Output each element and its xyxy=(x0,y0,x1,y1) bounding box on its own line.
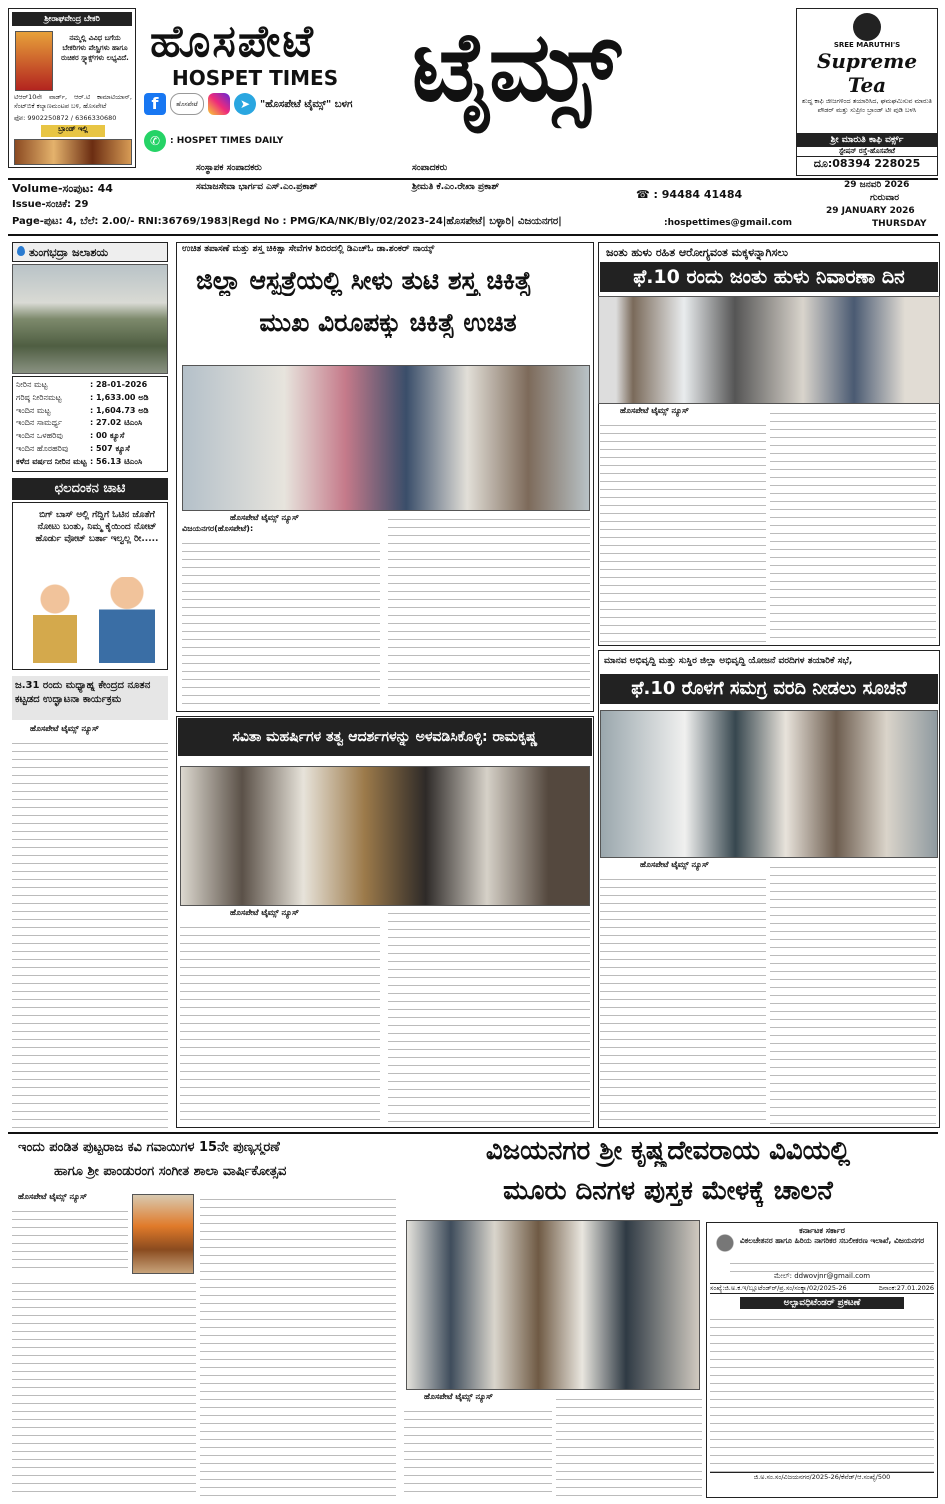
day-kn: ಗುರುವಾರ xyxy=(870,193,900,203)
story2-headline: ಫೆ.10 ರಂದು ಜಂತು ಹುಳು ನಿವಾರಣಾ ದಿನ xyxy=(600,262,938,292)
story4-caption: ಹೊಸಪೇಟೆ ಟೈಮ್ಸ್ ನ್ಯೂಸ್ xyxy=(230,908,299,917)
email[interactable]: :hospettimes@gmail.com xyxy=(664,218,792,228)
whatsapp-row xyxy=(144,130,283,152)
story3-headline: ಫೆ.10 ರೊಳಗೆ ಸಮಗ್ರ ವರದಿ ನೀಡಲು ಸೂಚನೆ xyxy=(600,674,938,704)
dam-row-label: ಇಂದಿನ ಒಳಹರಿವು xyxy=(16,431,63,441)
date-en: 29 JANUARY 2026 xyxy=(826,206,915,216)
masthead-title-english: HOSPET TIMES xyxy=(172,66,339,90)
story1-photo xyxy=(182,365,590,511)
story1-dateline: ವಿಜಯನಗರ(ಹೊಸಪೇಟೆ): xyxy=(182,524,254,533)
logo-icon: ಹೊಸಪೇಟೆ xyxy=(170,93,204,115)
left-story-byline: ಹೊಸಪೇಟೆ ಟೈಮ್ಸ್ ನ್ಯೂಸ್ xyxy=(30,724,99,733)
story5-body-col1 xyxy=(12,1204,128,1274)
story5-body-col2 xyxy=(12,1276,196,1498)
cartoon-text: ಬಿಗ್ ಬಾಸ್ ಅಲ್ಲಿ ಗೆದ್ದಿಗೆ ಓಟಿನ ಜೊತೆಗೆ ನೋಟು ಬಂತು, ನಿಮ್ಮ ಕೈಯಿಂದ ನೋಟ್ ಹೊರ್ಡು ವೋಟ್ ಬರ್ತಾ ಇಲ್ವಲ್ಲ ರೀ..... xyxy=(35,510,159,544)
story6-headline2: ಮೂರು ದಿನಗಳ ಪುಸ್ತಕ ಮೇಳಕ್ಕೆ ಚಾಲನೆ xyxy=(503,1176,833,1206)
tea-logo-icon xyxy=(853,13,881,41)
tender-notice: ಅಲ್ಪಾವಧಿಟೆಂಡರ್ ಪ್ರಕಟಣೆ xyxy=(740,1297,904,1309)
tender-gov: ಕರ್ನಾಟಕ ಸರ್ಕಾರ xyxy=(799,1226,845,1235)
masthead-title-kannada-1: ಹೊಸಪೇಟೆ xyxy=(150,16,315,67)
left-ad-address: ಟಿಆರ್‌10ನೇ ವಾರ್ಡ್, ಆರ್.ಟಿ ಕಾಮಾಟಿಯಾನ್, ಸೆಂಟ್‌ಬಿಕೆ ಕಲ್ಯಾಣಮಂಟಪ ಬಳಿ, ಹೊಸಪೇಟೆ xyxy=(14,93,132,110)
dam-row xyxy=(16,430,164,443)
tender-ref: ಸಂಖ್ಯೆ:ಜಿ.ಅ.ಕ.ಇ/ಬ್ಲೂಟೆಂಡ್‌ರ್/ಪ್ರ.ಸಂ/ಸಂಕ್ಯಾ/02/2025-26 xyxy=(710,1284,847,1292)
story2-body-col2 xyxy=(770,406,936,644)
tender-ref-row xyxy=(710,1283,934,1294)
dam-photo xyxy=(12,264,168,374)
story4-photo xyxy=(180,766,590,906)
editor-name: ಶ್ರೀಮತಿ ಕೆ.ಎಂ.ರೇಖಾ ಪ್ರಕಾಶ್ xyxy=(412,182,500,192)
story1-body-col2 xyxy=(388,512,590,708)
dam-rows xyxy=(16,379,164,469)
whatsapp-icon: ✆ xyxy=(144,130,166,152)
volume: Volume-ಸಂಪುಟ: 44 xyxy=(12,182,113,195)
day-en: THURSDAY xyxy=(872,219,927,229)
story2-body-col1 xyxy=(600,418,766,644)
story1-kicker: ಉಚಿತ ತಪಾಸಣೆ ಮತ್ತು ಶಸ್ತ್ರ ಚಿಕಿತ್ಸಾ ಸೇವೆಗಳ ಶಿಬಿರದಲ್ಲಿ ಡಿಎಚ್‌ಓ ಡಾ.ಶಂಕರ್ ನಾಯ್ಕ್ xyxy=(182,244,435,254)
dam-title: ತುಂಗಭದ್ರಾ ಜಲಾಶಯ xyxy=(29,246,109,259)
dam-row-value: : 1,604.73 ಅಡಿ xyxy=(90,405,149,415)
story5-photo xyxy=(132,1194,194,1274)
story3-photo xyxy=(600,710,938,858)
story3-caption: ಹೊಸಪೇಟೆ ಟೈಮ್ಸ್ ನ್ಯೂಸ್ xyxy=(640,860,709,869)
story4-body-col1 xyxy=(180,920,380,1124)
left-ad-body: ನಮ್ಮಲ್ಲಿ ವಿವಿಧ ಬಗೆಯ ಬೇಕರಿಗಳು ಪೇಸ್ಟ್ರಿಗಳು ಹಾಗೂ ರುಚಿಕರ ಸ್ನ್ಯಾಕ್ಸ್‌ಗಳು ಲಭ್ಯವಿದೆ. xyxy=(61,34,129,62)
date-kn: 29 ಜನವರಿ 2026 xyxy=(844,180,910,190)
tender-footer: ಜಿ.ಅ.ಸಂ.ಸಂ/ವಿಜಯನಗರ/2025-26/ಕೆವೆಡ್/ಆ.ಸಂಖ್ಯೆ/500 xyxy=(710,1472,934,1482)
editor-label: ಸಂಪಾದಕರು xyxy=(412,163,448,173)
instagram-icon xyxy=(208,93,230,115)
story3-kicker: ಮಾನವ ಅಭಿವೃದ್ಧಿ ಮತ್ತು ಸುಸ್ಥಿರ ಜಿಲ್ಲಾ ಅಭಿವೃದ್ಧಿ ಯೋಜನೆ ವರದಿಗಳ ತಯಾರಿಕೆ ಸಭೆ, xyxy=(604,656,853,666)
dam-row-value: : 27.02 ಟಿಎಂಸಿ xyxy=(90,418,143,428)
dam-row-label: ಇಂದಿನ ಮಟ್ಟ xyxy=(16,405,51,415)
story5-headline2: ಹಾಗೂ ಶ್ರೀ ಪಾಂಡುರಂಗ ಸಂಗೀತ ಶಾಲಾ ವಾರ್ಷಿಕೋತ್ಸವ xyxy=(54,1164,287,1179)
dam-row xyxy=(16,392,164,405)
cake-image xyxy=(14,139,132,165)
right-ad-product: Supreme Tea xyxy=(816,49,918,97)
dam-header xyxy=(12,242,168,262)
phone: ☎ : 94484 41484 xyxy=(636,188,743,201)
dam-row xyxy=(16,379,164,392)
dam-row-label: ಇಂದಿನ ಸಾಮರ್ಥ್ಯ xyxy=(16,418,62,428)
left-ad-tag: ಬ್ರಾಂಡ್ ಇಲ್ಲಿ xyxy=(41,125,105,137)
issue: Issue-ಸಂಚಿಕೆ: 29 xyxy=(12,199,89,210)
tender-email: ಮೇಲ್: ddwovjnr@gmail.com xyxy=(773,1272,871,1280)
masthead-rule-top xyxy=(8,178,938,180)
left-story-title: ಜ.31 ರಂದು ಮಧ್ಯಾಹ್ನ ಕೇಂದ್ರದ ನೂತನ ಕಟ್ಟಡದ ಉದ್ಘಾಟನಾ ಕಾರ್ಯಕ್ರಮ xyxy=(15,680,151,705)
regline: Page-ಪುಟ: 4, ಬೆಲೆ: 2.00/- RNI:36769/1983|Regd No : PMG/KA/NK/Bly/02/2023-24|ಹೊಸಪೇಟೆ| ಬಳ್ಳಾರಿ| ವಿಜಯನಗರ| xyxy=(12,216,562,227)
dam-row-label: ಗರಿಷ್ಠ ನೀರಿನಮಟ್ಟ xyxy=(16,392,62,402)
telegram-icon: ➤ xyxy=(234,93,256,115)
dam-row-label: ನೀರಿನ ಮಟ್ಟ xyxy=(16,380,48,389)
story1-body-col1 xyxy=(182,536,380,708)
story2-kicker: ಜಂತು ಹುಳು ರಹಿತ ಆರೋಗ್ಯವಂತ ಮಕ್ಕಳನ್ನಾಗಿಸಲು xyxy=(606,246,789,259)
social-text: "ಹೊಸಪೇಟೆ ಟೈಮ್ಸ್" ಬಳಗ xyxy=(260,98,353,110)
masthead-title-kannada-2: ಟೈಮ್ಸ್ xyxy=(412,11,621,123)
water-icon xyxy=(17,246,25,256)
story1-caption: ಹೊಸಪೇಟೆ ಟೈಮ್ಸ್ ನ್ಯೂಸ್ xyxy=(230,513,299,522)
story6-headline1: ವಿಜಯನಗರ ಶ್ರೀ ಕೃಷ್ಣದೇವರಾಯ ವಿವಿಯಲ್ಲಿ xyxy=(485,1136,851,1166)
story6-caption: ಹೊಸಪೇಟೆ ಟೈಮ್ಸ್ ನ್ಯೂಸ್ xyxy=(424,1392,493,1401)
deity-image xyxy=(15,31,53,91)
tender-dept: ವಿಕಲಚೇತನರ ಹಾಗೂ ಹಿರಿಯ ನಾಗರಿಕರ ಸಬಲೀಕರಣ ಇಲಾಖೆ, ವಿಜಯನಗರ xyxy=(739,1236,925,1245)
story5-byline: ಹೊಸಪೇಟೆ ಟೈಮ್ಸ್ ನ್ಯೂಸ್ xyxy=(18,1192,87,1201)
tender-ad xyxy=(706,1222,938,1498)
founder-name: ಸಮಾಜಸೇವಾ ಭಾರ್ಗವ ಎಸ್.ಎಂ.ಪ್ರಕಾಶ್ xyxy=(196,182,318,192)
dam-row xyxy=(16,405,164,418)
founder-label: ಸಂಸ್ಥಾಪಕ ಸಂಪಾದಕರು xyxy=(196,163,262,173)
emblem-icon xyxy=(715,1229,735,1257)
dam-table xyxy=(12,376,168,472)
dam-row-value: : 1,633.00 ಅಡಿ xyxy=(90,392,149,402)
story2-caption: ಹೊಸಪೇಟೆ ಟೈಮ್ಸ್ ನ್ಯೂಸ್ xyxy=(620,406,689,415)
right-ad xyxy=(796,8,938,176)
story4-headline: ಸವಿತಾ ಮಹರ್ಷಿಗಳ ತತ್ವ ಆದರ್ಶಗಳನ್ನು ಅಳವಡಿಸಿಕೊಳ್ಳಿ: ರಾಮಕೃಷ್ಣ xyxy=(178,718,592,756)
left-story-headline xyxy=(12,676,168,720)
story3-body-col1 xyxy=(600,872,766,1126)
masthead-rule-bottom xyxy=(8,234,938,236)
cartoon-figure-left xyxy=(33,583,77,663)
story6-body-col2 xyxy=(556,1392,702,1498)
dam-row-label: ಕಳೆದ ವರ್ಷದ ನೀರಿನ ಮಟ್ಟ xyxy=(16,456,87,466)
dam-row-value: : 00 ಕ್ಯೂಸೆ xyxy=(90,431,125,441)
cartoon-figure-right xyxy=(99,577,155,663)
tender-body xyxy=(710,1312,934,1472)
story1-headline2: ಮುಖ ವಿರೂಪಕ್ಕು ಚಿಕಿತ್ಸೆ ಉಚಿತ xyxy=(259,308,517,337)
left-ad xyxy=(8,8,136,168)
cartoon-header: ಛಲದಂಕನ ಚಾಟಿ xyxy=(12,478,168,500)
left-ad-title: ಶ್ರೀರಾಘವೇಂದ್ರ ಬೇಕರಿ xyxy=(12,12,132,26)
dam-row xyxy=(16,443,164,456)
story6-body-col1 xyxy=(404,1404,552,1498)
facebook-icon: f xyxy=(144,93,166,115)
story1-headline1: ಜಿಲ್ಲಾ ಆಸ್ಪತ್ರೆಯಲ್ಲಿ ಸೀಳು ತುಟಿ ಶಸ್ತ್ರ ಚಿಕಿತ್ಸೆ xyxy=(196,266,532,295)
left-story-body xyxy=(12,736,168,1128)
dam-row-value: : 56.13 ಟಿಎಂಸಿ xyxy=(90,456,143,466)
story4-body-col2 xyxy=(388,906,590,1124)
right-ad-body: ಶುದ್ಧ ಕಾಫಿ ಜೀಜಗಳಿಂದ ತಯಾರಿಸಿದ, ಘಮಘಮಿಸುವ ಮಾರುತಿ ಪೌಡರ್ ಮತ್ತು ಸುಪ್ರೀಂ ಬ್ರಾಂಡ್ ಟೀ ಪುಡಿ ಬಳಸಿ xyxy=(802,97,932,114)
dam-row-value: : 28-01-2026 xyxy=(90,380,148,389)
story3-body-col2 xyxy=(770,860,936,1126)
right-ad-shop: ಶ್ರೀ ಮಾರುತಿ ಕಾಫಿ ವರ್ಕ್ಸ್ xyxy=(797,133,937,147)
story6-photo xyxy=(406,1220,700,1390)
right-ad-brand: SREE MARUTHI'S xyxy=(833,41,901,49)
tender-date: ದಿನಾಂಕ:27.01.2026 xyxy=(878,1284,934,1292)
right-ad-address: ಸ್ಟೇಷನ್ ರಸ್ತೆ-ಹೊಸಪೇಟೆ xyxy=(838,147,896,155)
whatsapp-text: : HOSPET TIMES DAILY xyxy=(170,136,284,146)
dam-row xyxy=(16,417,164,430)
left-ad-phone: ಫೋ: 9902250872 / 6366330680 xyxy=(14,114,117,122)
bottom-rule xyxy=(8,1132,938,1134)
dam-row xyxy=(16,456,164,469)
social-icons xyxy=(144,93,352,115)
dam-row-value: : 507 ಕ್ಯೂಸೆ xyxy=(90,443,130,453)
story5-body-col3 xyxy=(200,1192,396,1498)
story5-headline1: ಇಂದು ಪಂಡಿತ ಪುಟ್ಟರಾಜ ಕವಿ ಗವಾಯಿಗಳ 15ನೇ ಪುಣ್ಯಸ್ಮರಣೆ xyxy=(18,1140,280,1155)
right-ad-phone: ದೂ:08394 228025 xyxy=(797,156,937,171)
dam-row-label: ಇಂದಿನ ಹೊರಹರಿವು xyxy=(16,443,69,453)
cartoon-panel xyxy=(12,502,168,670)
tender-sub xyxy=(730,1256,934,1272)
story2-photo xyxy=(598,296,940,404)
